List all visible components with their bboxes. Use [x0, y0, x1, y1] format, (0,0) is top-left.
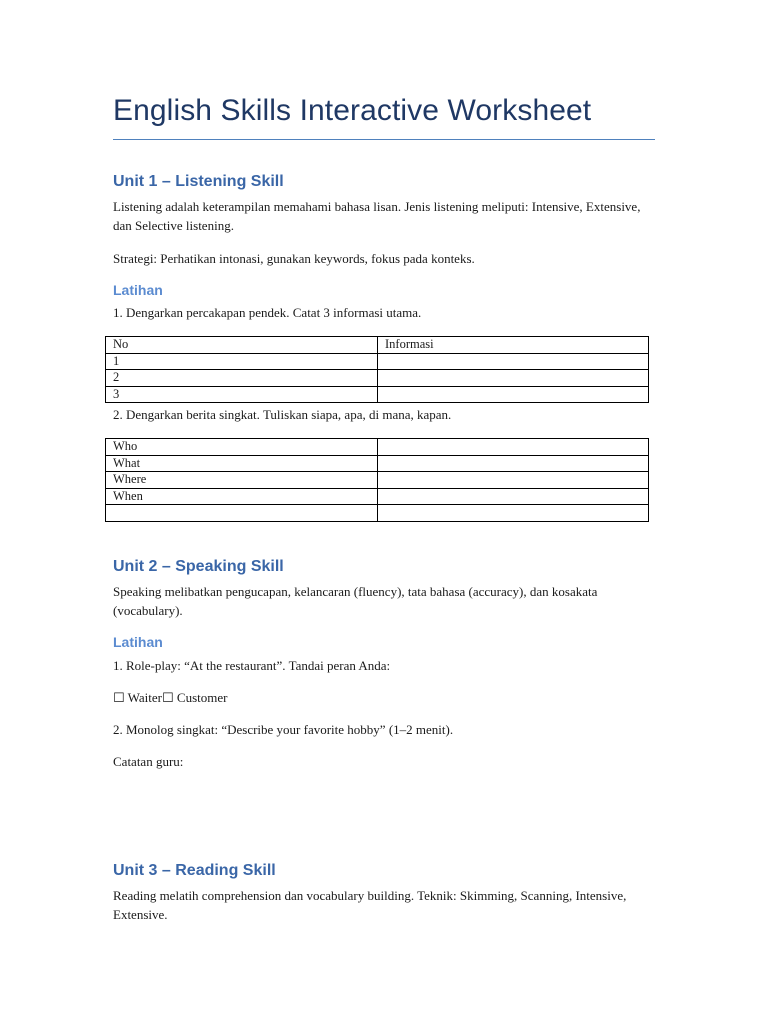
unit2-heading: Unit 2 – Speaking Skill [113, 558, 284, 575]
unit1-task1: 1. Dengarkan percakapan pendek. Catat 3 informasi utama. [113, 305, 422, 320]
answer-cell[interactable] [378, 370, 649, 387]
table-header-row [106, 337, 649, 354]
customer-checkbox[interactable]: ☐ [162, 691, 174, 706]
unit1-task2: 2. Dengarkan berita singkat. Tuliskan siapa, apa, di mana, kapan. [113, 407, 452, 422]
waiter-label: Waiter [127, 690, 162, 705]
unit2-task1: 1. Role-play: “At the restaurant”. Tandai peran Anda: [113, 658, 391, 673]
table-header-cell: No [106, 337, 378, 354]
waiter-checkbox[interactable]: ☐ [113, 691, 125, 706]
table-header-cell: Informasi [378, 337, 649, 354]
answer-cell[interactable] [378, 472, 649, 489]
info-table [105, 336, 649, 403]
table-row [106, 439, 649, 456]
unit1-heading: Unit 1 – Listening Skill [113, 173, 284, 190]
table-row [106, 505, 649, 522]
title-underline [113, 139, 655, 140]
unit1-latihan-heading: Latihan [113, 282, 163, 298]
table-row [106, 472, 649, 489]
table-row [106, 488, 649, 505]
table-cell: 3 [106, 386, 378, 403]
answer-cell[interactable] [378, 386, 649, 403]
answer-cell[interactable] [378, 439, 649, 456]
table-cell: 1 [106, 353, 378, 370]
table-cell: 2 [106, 370, 378, 387]
table-cell: Where [106, 472, 378, 489]
table-cell: What [106, 455, 378, 472]
answer-cell[interactable] [378, 353, 649, 370]
customer-label: Customer [176, 690, 228, 705]
unit2-task2: 2. Monolog singkat: “Describe your favorite hobby” (1–2 menit). [113, 722, 454, 737]
unit3-heading: Unit 3 – Reading Skill [113, 862, 276, 879]
answer-cell[interactable] [378, 455, 649, 472]
page-title: English Skills Interactive Worksheet [113, 94, 592, 127]
table-row [106, 353, 649, 370]
unit3-intro: Reading melatih comprehension dan vocabulary building. Teknik: Skimming, Scanning, Intensive, Extensive. [113, 888, 627, 922]
table-cell[interactable] [106, 505, 378, 522]
answer-cell[interactable] [378, 488, 649, 505]
role-options [113, 688, 658, 708]
table-cell: When [106, 488, 378, 505]
unit2-intro: Speaking melibatkan pengucapan, kelancaran (fluency), tata bahasa (accuracy), dan kosakata (vocabulary). [113, 584, 598, 618]
wh-table [105, 438, 649, 522]
unit1-intro: Listening adalah keterampilan memahami bahasa lisan. Jenis listening meliputi: Intensive, Extensive, dan Selective listening. [113, 199, 641, 233]
table-row [106, 455, 649, 472]
answer-cell[interactable] [378, 505, 649, 522]
teacher-notes-label: Catatan guru: [113, 754, 184, 769]
table-row [106, 386, 649, 403]
table-cell: Who [106, 439, 378, 456]
unit1-strategy: Strategi: Perhatikan intonasi, gunakan keywords, fokus pada konteks. [113, 251, 475, 266]
table-row [106, 370, 649, 387]
unit2-latihan-heading: Latihan [113, 634, 163, 650]
